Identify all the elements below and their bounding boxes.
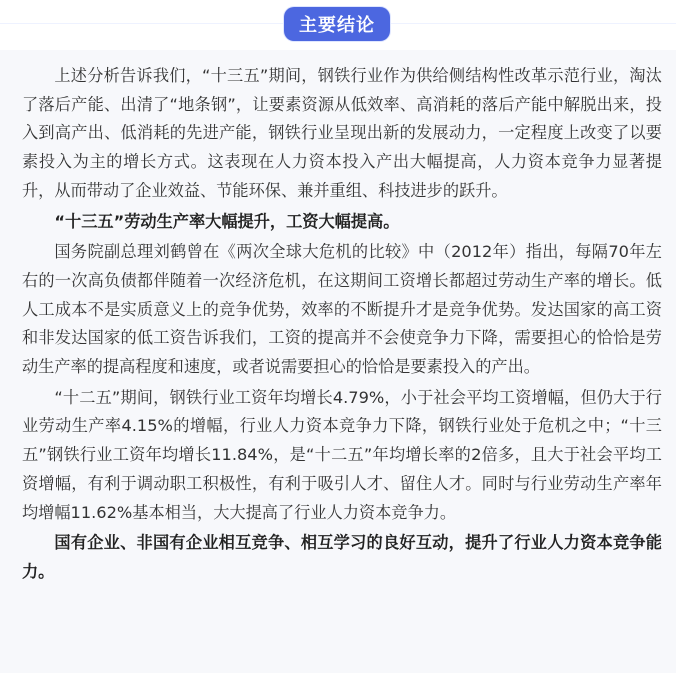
paragraph-heading-1: “十三五”劳动生产率大幅提升，工资大幅提高。	[54, 211, 400, 231]
paragraph-1: 上述分析告诉我们，“十三五”期间，钢铁行业作为供给侧结构性改革示范行业，淘汰了落后产能、出清了“地条钢”，让要素资源从低效率、高消耗的落后产能中解脱出来，投入到高产出、低消耗的先进产能，钢铁行业呈现出新的发展动力，一定程度上改变了以要素投入为主的增长方式。这表现在人力资本投入产出大幅提高，人力资本竞争力显著提升，从而带动了企业效益、节能环保、兼并重组、科技进步的跃升。	[22, 66, 662, 200]
article-body	[22, 62, 662, 589]
section-header	[0, 0, 676, 50]
paragraph-2: 国务院副总理刘鹤曾在《两次全球大危机的比较》中（2012年）指出，每隔70年左右的一次高负债都伴随着一次经济危机，在这期间工资增长都超过劳动生产率的增长。低人工成本不是实质意义上的竞争优势，效率的不断提升才是竞争优势。发达国家的高工资和非发达国家的低工资告诉我们，工资的提高并不会使竞争力下降，需要担心的恰恰是劳动生产率的提高程度和速度，或者说需要担心的恰恰是要素投入的产出。	[22, 242, 662, 377]
paragraph-3: “十二五”期间，钢铁行业工资年均增长4.79%，小于社会平均工资增幅，但仍大于行业劳动生产率4.15%的增幅，行业人力资本竞争力下降，钢铁行业处于危机之中；“十三五”钢铁行业工资年均增长11.84%，是“十二五”年均增长率的2倍多，且大于社会平均工资增幅，有利于调动职工积极性，有利于吸引人才、留住人才。同时与行业劳动生产率年均增幅11.62%基本相当，大大提高了行业人力资本竞争力。	[22, 387, 662, 522]
paragraph-heading-2: 国有企业、非国有企业相互竞争、相互学习的良好互动，提升了行业人力资本竞争能力。	[22, 533, 662, 581]
section-title-badge	[284, 7, 390, 41]
section-title: 主要结论	[299, 15, 375, 36]
